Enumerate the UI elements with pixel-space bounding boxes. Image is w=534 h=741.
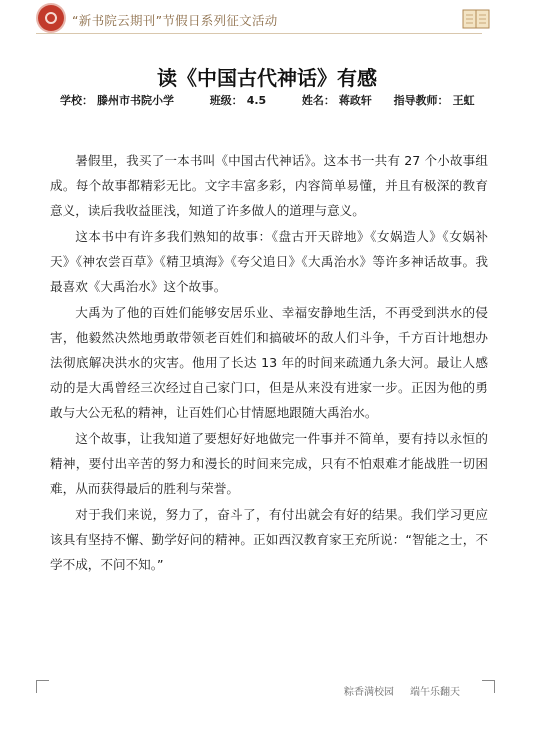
corner-mark-right bbox=[482, 680, 495, 693]
footer-slogan-left: 粽香满校园 bbox=[344, 687, 394, 698]
footer-slogan-right: 端午乐翻天 bbox=[410, 687, 460, 698]
paragraph: 大禹为了他的百姓们能够安居乐业、幸福安静地生活，不再受到洪水的侵害，他毅然决然地勇敢带领老百姓们和搞破坏的敌人们斗争，千方百计地想办法彻底解决洪水的灾害。他用了长达 13 年的时间来疏通九条大河。最让人感动的是大禹曾经三次经过自己家门口，但是从来没有进家一步。正因为他的勇敢与大公无私的精神，让百姓们心甘情愿地跟随大禹治水。 bbox=[50, 305, 488, 420]
class-value: 4.5 bbox=[246, 94, 267, 107]
header-divider bbox=[36, 33, 482, 34]
corner-mark-left bbox=[36, 680, 49, 693]
class-label: 班级： bbox=[209, 94, 243, 107]
name-label: 姓名： bbox=[301, 94, 335, 107]
name-value: 蒋政轩 bbox=[338, 94, 372, 107]
paragraph: 暑假里，我买了一本书叫《中国古代神话》。这本书一共有 27 个小故事组成。每个故事都精彩无比。文字丰富多彩，内容简单易懂，并且有极深的教育意义，读后我收益匪浅，知道了许多做人的道理与意义。 bbox=[50, 153, 488, 218]
article-body bbox=[50, 148, 488, 578]
article-title: 读《中国古代神话》有感 bbox=[157, 66, 377, 90]
school-value: 滕州市书院小学 bbox=[97, 94, 174, 107]
school-label: 学校： bbox=[60, 94, 93, 107]
page-header bbox=[0, 0, 534, 40]
paragraph: 这个故事，让我知道了要想好好地做完一件事并不简单，要有持以永恒的精神，要付出辛苦的努力和漫长的时间来完成，只有不怕艰难才能战胜一切困难，从而获得最后的胜利与荣誉。 bbox=[50, 431, 488, 496]
paragraph: 这本书中有许多我们熟知的故事：《盘古开天辟地》《女娲造人》《女娲补天》《神农尝百草》《精卫填海》《夸父追日》《大禹治水》等许多神话故事。我最喜欢《大禹治水》这个故事。 bbox=[50, 229, 488, 294]
header-title: “新书院云期刊”节假日系列征文活动 bbox=[72, 13, 278, 28]
teacher-label: 指导教师： bbox=[393, 94, 449, 107]
school-seal-logo-icon bbox=[38, 5, 64, 31]
article-meta bbox=[60, 92, 475, 108]
teacher-value: 王虹 bbox=[452, 94, 475, 107]
paragraph: 对于我们来说，努力了，奋斗了，有付出就会有好的结果。我们学习更应该具有坚持不懈、勤学好问的精神。正如西汉教育家王充所说：“智能之士，不学不成，不问不知。” bbox=[50, 507, 488, 572]
open-book-icon bbox=[462, 8, 490, 30]
